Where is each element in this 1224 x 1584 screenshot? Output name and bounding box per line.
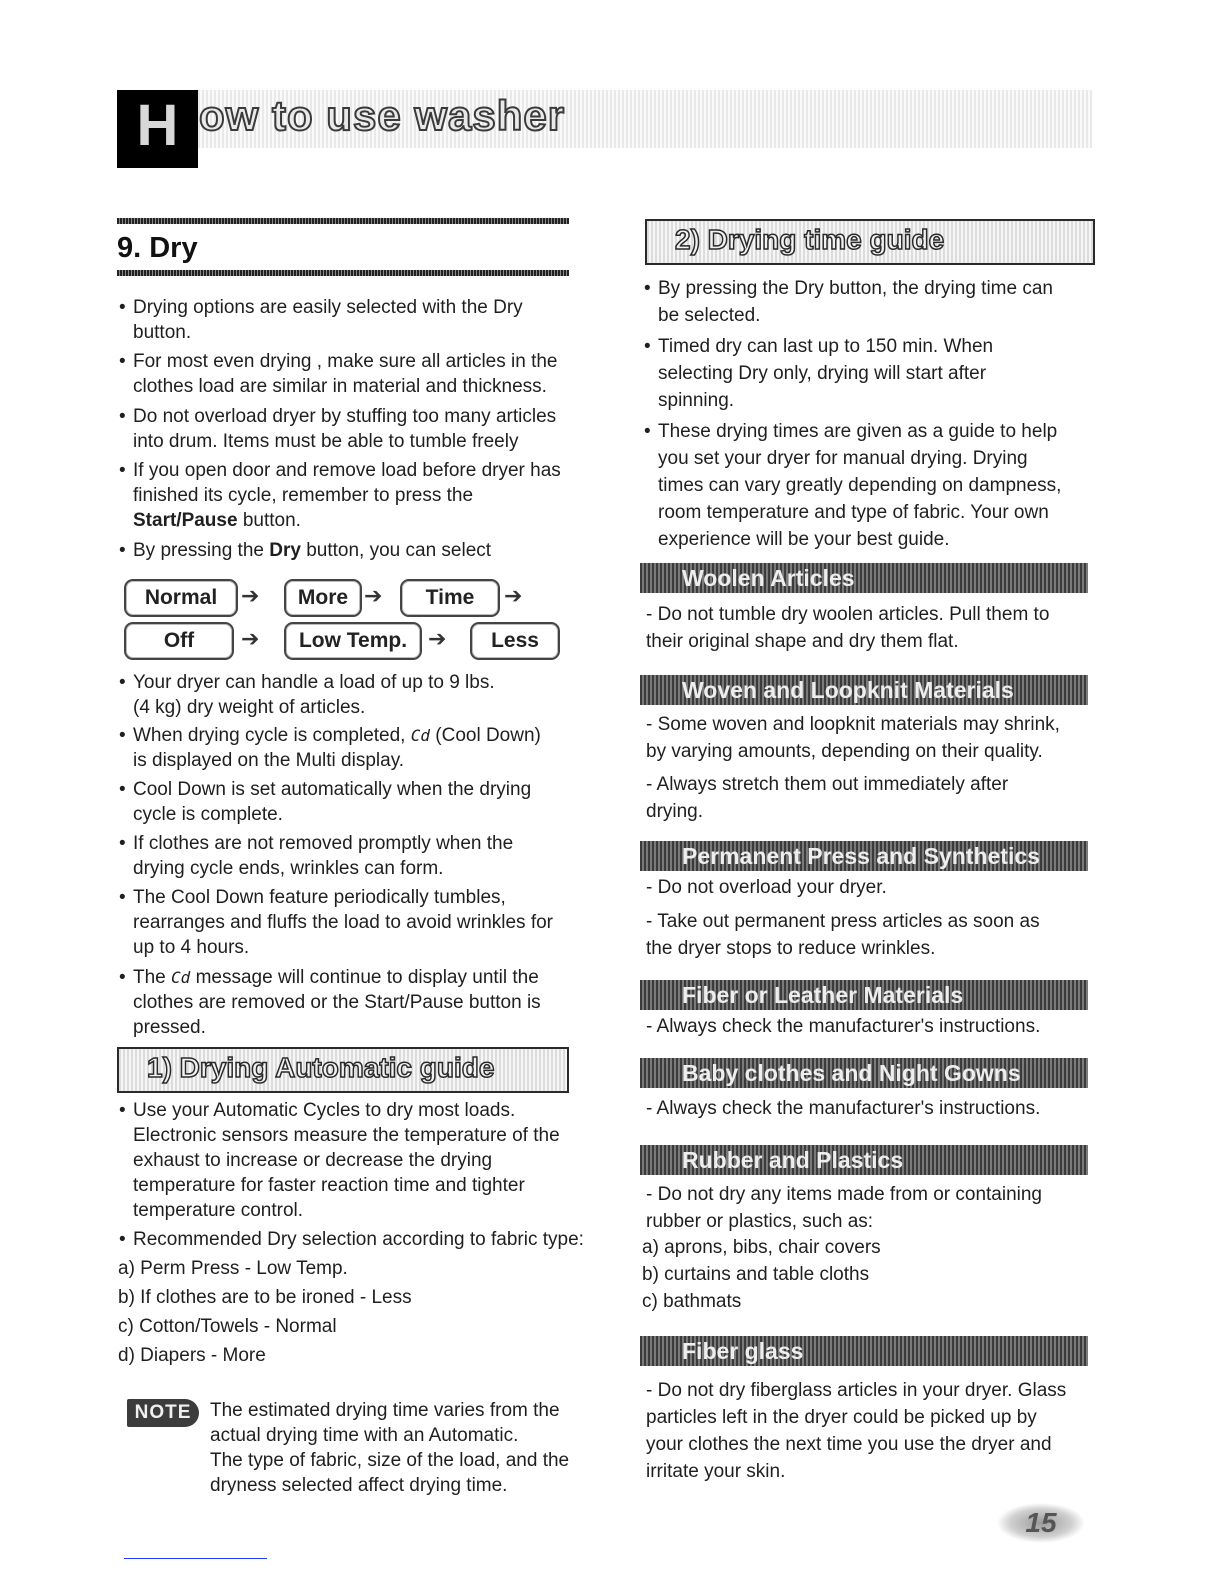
automatic-guide-title: 1) Drying Automatic guide bbox=[147, 1052, 495, 1083]
note-badge: NOTE bbox=[127, 1399, 199, 1427]
bullet-automatic-cycles: • Use your Automatic Cycles to dry most loads. Electronic sensors measure the temperature of the exhaust to increase or decrease the drying temperature for faster reaction time and tighter temperature control. bbox=[119, 1100, 560, 1221]
bullet-dry-select: • By pressing the Dry button, you can select bbox=[119, 540, 492, 561]
arrow-icon: ➔ bbox=[504, 583, 523, 608]
option-less: Less bbox=[470, 622, 560, 660]
header-title: ow to use washer bbox=[199, 92, 566, 139]
permanent-press-text-1: - Do not overload your dryer. bbox=[646, 877, 887, 898]
bullet-even-drying: • For most even drying , make sure all articles in the clothes load are similar in material and thickness. bbox=[119, 351, 558, 397]
fiber-glass-title: Fiber glass bbox=[682, 1338, 804, 1364]
section-rule-top bbox=[117, 218, 569, 224]
permanent-press-bar bbox=[640, 841, 1088, 871]
time-guide-title: 2) Drying time guide bbox=[675, 224, 945, 255]
automatic-guide-banner bbox=[117, 1047, 569, 1093]
woven-loopknit-text-2: - Always stretch them out immediately after drying. bbox=[646, 774, 1009, 822]
cd-glyph: Cd bbox=[410, 726, 430, 745]
list-item: c) Cotton/Towels - Normal bbox=[118, 1316, 337, 1337]
permanent-press-title: Permanent Press and Synthetics bbox=[682, 843, 1040, 869]
footer-line bbox=[124, 1558, 267, 1559]
section-rule-bottom bbox=[117, 270, 569, 276]
page-header bbox=[117, 90, 1092, 168]
permanent-press-text-2: - Take out permanent press articles as soon as the dryer stops to reduce wrinkles. bbox=[646, 911, 1040, 959]
option-off: Off bbox=[124, 622, 234, 660]
woven-loopknit-text-1: - Some woven and loopknit materials may shrink, by varying amounts, depending on their quality. bbox=[646, 714, 1060, 762]
rubber-plastics-text: - Do not dry any items made from or containing rubber or plastics, such as: bbox=[646, 1184, 1043, 1232]
list-item: a) Perm Press - Low Temp. bbox=[118, 1258, 348, 1279]
bullet-wrinkles: • If clothes are not removed promptly when the drying cycle ends, wrinkles can form. bbox=[119, 833, 514, 879]
rubber-plastics-title: Rubber and Plastics bbox=[682, 1147, 904, 1173]
baby-clothes-text: - Always check the manufacturer's instructions. bbox=[646, 1098, 1041, 1119]
bullet-open-door: • If you open door and remove load before dryer has finished its cycle, remember to press the Start/Pause button. bbox=[119, 460, 561, 531]
bullet-cool-down-feature: • The Cool Down feature periodically tumbles, rearranges and fluffs the load to avoid wrinkles for up to 4 hours. bbox=[119, 887, 553, 958]
woolen-articles-bar bbox=[640, 563, 1088, 593]
bullet-time-select: • By pressing the Dry button, the drying time can be selected. bbox=[644, 278, 1053, 326]
bullet-cool-down-display: • When drying cycle is completed, Cd (Cool Down) is displayed on the Multi display. bbox=[119, 725, 541, 771]
section-title-block bbox=[117, 218, 569, 276]
arrow-icon: ➔ bbox=[364, 583, 383, 608]
option-normal: Normal bbox=[124, 579, 238, 617]
fiber-leather-text: - Always check the manufacturer's instructions. bbox=[646, 1016, 1041, 1037]
bullet-cool-down-auto: • Cool Down is set automatically when the drying cycle is complete. bbox=[119, 779, 532, 825]
bullet-recommended: • Recommended Dry selection according to fabric type: bbox=[119, 1229, 584, 1250]
fiber-glass-bar bbox=[640, 1336, 1088, 1366]
bullet-drying-times: • These drying times are given as a guide to help you set your dryer for manual drying. Drying times can vary greatly depending on dampness, room temperature and type of fabric. Your own experience will be your best guide. bbox=[644, 421, 1062, 550]
woven-loopknit-bar bbox=[640, 675, 1088, 705]
bullet-timed-dry: • Timed dry can last up to 150 min. When selecting Dry only, drying will start after spinning. bbox=[644, 336, 994, 411]
rubber-plastics-bar bbox=[640, 1145, 1088, 1175]
woven-loopknit-title: Woven and Loopknit Materials bbox=[682, 677, 1014, 703]
woolen-articles-title: Woolen Articles bbox=[682, 565, 855, 591]
section-title: 9. Dry bbox=[117, 232, 198, 264]
fiber-glass-text: - Do not dry fiberglass articles in your dryer. Glass particles left in the dryer could be picked up by your clothes the next time you use the dryer and irritate your skin. bbox=[646, 1380, 1067, 1482]
bullet-load-capacity: • Your dryer can handle a load of up to 9 lbs. (4 kg) dry weight of articles. bbox=[119, 672, 495, 718]
bullet-overload: • Do not overload dryer by stuffing too many articles into drum. Items must be able to tumble freely bbox=[119, 406, 557, 452]
arrow-icon: ➔ bbox=[428, 626, 447, 651]
arrow-icon: ➔ bbox=[241, 583, 260, 608]
header-initial: H bbox=[117, 90, 198, 168]
list-item: d) Diapers - More bbox=[118, 1345, 266, 1366]
baby-clothes-title: Baby clothes and Night Gowns bbox=[682, 1060, 1021, 1086]
list-item: a) aprons, bibs, chair covers bbox=[642, 1237, 881, 1258]
option-low-temp: Low Temp. bbox=[284, 622, 422, 660]
list-item: b) curtains and table cloths bbox=[642, 1264, 870, 1285]
list-item: b) If clothes are to be ironed - Less bbox=[118, 1287, 412, 1308]
note-text: The estimated drying time varies from the actual drying time with an Automatic. The type of fabric, size of the load, and the dryness selected affect drying time. bbox=[210, 1400, 570, 1496]
baby-clothes-bar bbox=[640, 1058, 1088, 1088]
bullet-dry-button: • Drying options are easily selected with the Dry button. bbox=[119, 297, 523, 343]
cd-glyph: Cd bbox=[171, 968, 191, 987]
woolen-articles-text: - Do not tumble dry woolen articles. Pull them to their original shape and dry them flat. bbox=[646, 604, 1050, 652]
option-time: Time bbox=[400, 579, 500, 617]
list-item: c) bathmats bbox=[642, 1291, 742, 1312]
fiber-leather-title: Fiber or Leather Materials bbox=[682, 982, 964, 1008]
arrow-icon: ➔ bbox=[241, 626, 260, 651]
bullet-cd-message: • The Cd message will continue to display until the clothes are removed or the Start/Pause button is pressed. bbox=[119, 967, 541, 1038]
time-guide-banner bbox=[645, 219, 1095, 265]
page-number-badge bbox=[996, 1500, 1086, 1546]
page-number: 15 bbox=[1025, 1507, 1057, 1538]
option-more: More bbox=[284, 579, 362, 617]
fiber-leather-bar bbox=[640, 980, 1088, 1010]
